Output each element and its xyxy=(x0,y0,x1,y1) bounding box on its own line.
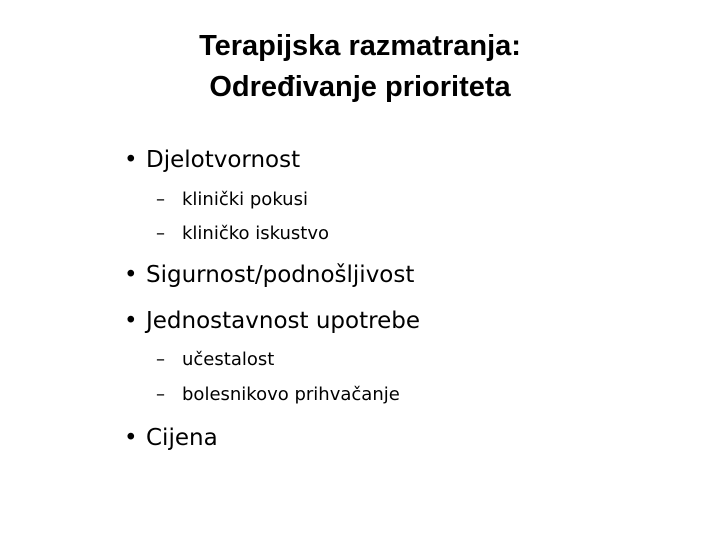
dash-marker: – xyxy=(156,384,165,405)
sub-bullet-item xyxy=(156,383,400,407)
bullet-item xyxy=(124,306,420,336)
sub-bullet-text: kliničko iskustvo xyxy=(182,223,330,244)
title-line-2: Određivanje prioriteta xyxy=(209,71,511,103)
bullet-item xyxy=(124,260,414,290)
bullet-text: Djelotvornost xyxy=(146,147,301,173)
dash-marker: – xyxy=(156,349,165,370)
bullet-text: Cijena xyxy=(146,425,218,451)
bullet-marker: • xyxy=(124,262,138,288)
title-line-1: Terapijska razmatranja: xyxy=(199,30,521,62)
sub-bullet-item xyxy=(156,222,329,246)
sub-bullet-text: učestalost xyxy=(182,349,275,370)
bullet-marker: • xyxy=(124,425,138,451)
sub-bullet-text: klinički pokusi xyxy=(182,189,308,210)
sub-bullet-text: bolesnikovo prihvačanje xyxy=(182,384,400,405)
bullet-text: Sigurnost/podnošljivost xyxy=(146,262,415,288)
slide-title xyxy=(60,26,660,108)
bullet-marker: • xyxy=(124,308,138,334)
sub-bullet-item xyxy=(156,188,308,212)
bullet-item xyxy=(124,423,218,453)
bullet-item xyxy=(124,145,300,175)
dash-marker: – xyxy=(156,223,165,244)
bullet-text: Jednostavnost upotrebe xyxy=(146,308,420,334)
bullet-marker: • xyxy=(124,147,138,173)
dash-marker: – xyxy=(156,189,165,210)
sub-bullet-item xyxy=(156,348,274,372)
